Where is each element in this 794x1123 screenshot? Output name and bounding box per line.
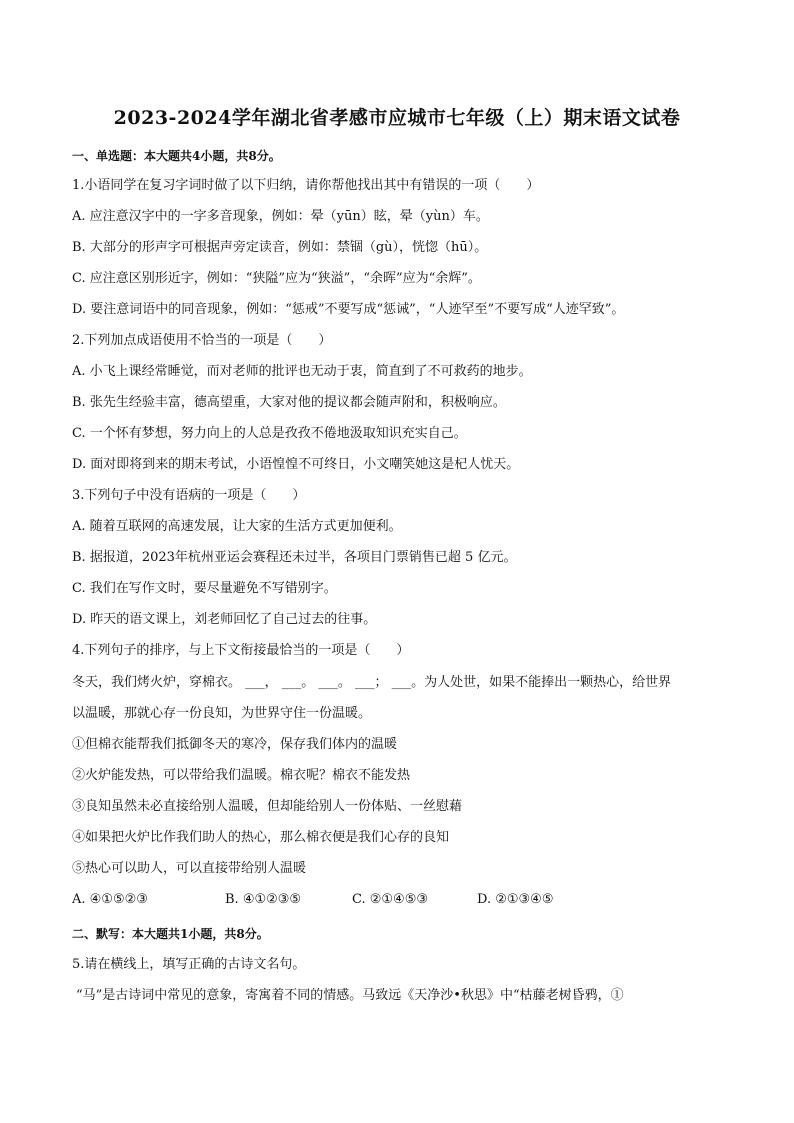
question-3-option-b: B. 据报道，2023年杭州亚运会赛程还未过半，各项目门票销售已超 5 亿元。 [72, 550, 517, 565]
question-3-stem: 3.下列句子中没有语病的一项是（ ） [72, 488, 306, 503]
section-heading-single-choice: 一、单选题：本大题共4小题，共8分。 [72, 149, 281, 163]
question-1-option-b: B. 大部分的形声字可根据声旁定读音，例如：禁锢（gù），恍惚（hū）。 [72, 240, 488, 255]
question-4-sentence-5: ⑤热心可以助人，可以直接带给别人温暖 [72, 861, 307, 876]
question-4-passage-line-2: 以温暖，那就心存一份良知，为世界守住一份温暖。 [72, 706, 372, 721]
question-4-passage-line-1: 冬天，我们烤火炉，穿棉衣。 ___， ___。 ___。 ___； ___。为人处世，如果不能捧出一颗热心，给世界 [72, 675, 672, 690]
question-1-option-d: D. 要注意词语中的同音现象，例如：“惩戒”不要写成“惩诫”，“人迹罕至”不要写成“人迹罕致”。 [72, 302, 625, 317]
question-3-option-a: A. 随着互联网的高速发展，让大家的生活方式更加便利。 [72, 519, 402, 534]
question-2-option-d: D. 面对即将到来的期末考试，小语惶惶不可终日，小文嘲笑她这是杞人忧天。 [72, 457, 520, 472]
question-2-option-c: C. 一个怀有梦想，努力向上的人总是孜孜不倦地汲取知识充实自己。 [72, 426, 467, 441]
question-5-text: “马”是古诗词中常见的意象，寄寓着不同的情感。马致远《天净沙•秋思》中“枯藤老树昏鸦，① [76, 988, 624, 1003]
exam-title: 2023-2024学年湖北省孝感市应城市七年级（上）期末语文试卷 [113, 107, 681, 129]
question-1-option-a: A. 应注意汉字中的一字多音现象，例如：晕（yūn）眩，晕（yùn）车。 [72, 209, 489, 224]
question-1-stem: 1.小语同学在复习字词时做了以下归纳，请你帮他找出其中有错误的一项（ ） [72, 178, 540, 193]
question-4-sentence-3: ③良知虽然未必直接给别人温暖，但却能给别人一份体贴、一丝慰藉 [72, 799, 463, 814]
question-3-option-c: C. 我们在写作文时，要尽量避免不写错别字。 [72, 581, 337, 596]
question-1-option-c: C. 应注意区别形近字，例如：“狭隘”应为“狭溢”，“余晖”应为“余辉”。 [72, 271, 481, 286]
question-2-stem: 2.下列加点成语使用不恰当的一项是（ ） [72, 333, 332, 348]
question-4-sentence-4: ④如果把火炉比作我们助人的热心，那么棉衣便是我们心存的良知 [72, 830, 450, 845]
question-4-stem: 4.下列句子的排序，与上下文衔接最恰当的一项是（ ） [72, 643, 410, 658]
question-5-stem: 5.请在横线上，填写正确的古诗文名句。 [72, 957, 306, 972]
question-3-option-d: D. 昨天的语文课上，刘老师回忆了自己过去的往事。 [72, 612, 377, 627]
question-2-option-a: A. 小飞上课经常睡觉，而对老师的批评也无动于衷，简直到了不可救药的地步。 [72, 364, 532, 379]
question-4-option-d: D. ②①③④⑤ [477, 892, 554, 907]
question-4-option-b: B. ④①②③⑤ [225, 892, 302, 907]
question-4-option-c: C. ②①④⑤③ [352, 892, 429, 907]
section-heading-dictation: 二、默写：本大题共1小题，共8分。 [72, 927, 269, 941]
question-2-option-b: B. 张先生经验丰富，德高望重，大家对他的提议都会随声附和，积极响应。 [72, 395, 506, 410]
question-4-sentence-1: ①但棉衣能帮我们抵御冬天的寒冷，保存我们体内的温暖 [72, 737, 398, 752]
question-4-sentence-2: ②火炉能发热，可以带给我们温暖。棉衣呢？棉衣不能发热 [72, 768, 411, 783]
question-4-option-a: A. ④①⑤②③ [72, 892, 148, 907]
